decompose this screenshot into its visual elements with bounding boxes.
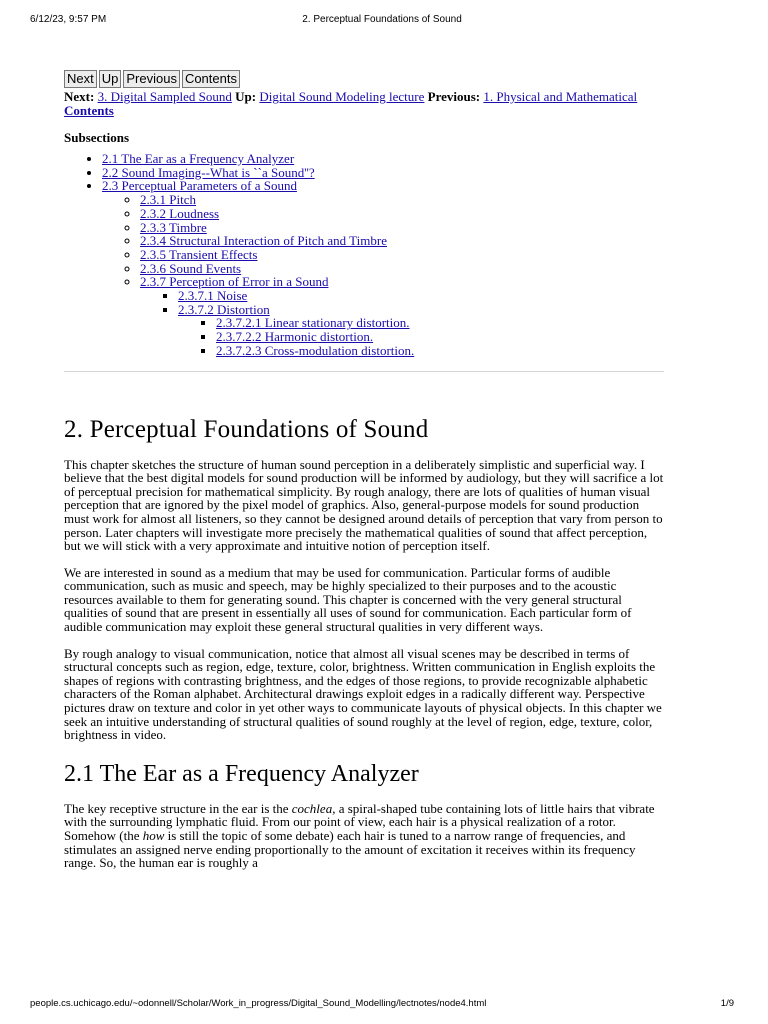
toc-link[interactable]: 2.3.7.2.1 Linear stationary distortion. [216,315,410,331]
toc-link[interactable]: 2.3.3 Timbre [140,219,207,235]
print-title: 2. Perceptual Foundations of Sound [302,14,462,25]
print-header [30,14,734,28]
emphasis-cochlea: cochlea [291,800,333,816]
paragraph: By rough analogy to visual communication, notice that almost all visual scenes may be described in terms of structural concepts such as region, edge, texture, color, brightness. Written communication in English exploits the shapes of regions with contrasting brightness, and the edges of those regions, to provide recognizable alphabetic characters of the Roman alphabet. Architectural drawings exploit edges in a radically different way. Perspective pictures draw on texture and color in yet other ways to communicate layouts of physical objects. In this chapter we seek an intuitive understanding of structural qualities of sound roughly at the level of region, edge, texture, color, brightness in video. [64,645,662,743]
print-datetime: 6/12/23, 9:57 PM [30,14,107,25]
subsections-list [64,152,664,358]
toc-item [216,316,664,330]
toc-item [140,275,664,357]
toc-link[interactable]: 2.3.7.1 Noise [178,288,248,304]
toc-item [102,166,664,180]
subsections-heading: Subsections [64,130,130,145]
next-label: Next: [64,89,95,104]
toc-link[interactable]: 2.3.7.2.3 Cross-modulation distortion. [216,342,415,358]
paragraph: We are interested in sound as a medium that may be used for communication. Particular forms of audible communication, such as music and speech, may be highly specialized to their purposes and to the acoustic resources available to them for generating sound. This chapter is concerned with the very general structural qualities of sound that are present in essentially all uses of sound for communication. Each particular form of audible communication may exploit these general structural qualities in very different ways. [64,564,632,635]
toc-sublist [178,316,664,357]
previous-label: Previous: [427,89,481,104]
up-label: Up: [235,89,257,104]
toc-item [140,248,664,262]
divider [64,371,664,372]
print-url: people.cs.uchicago.edu/~odonnell/Scholar/Work_in_progress/Digital_Sound_Modelling/lectnotes/node4.html [30,998,487,1009]
print-page-number: 1/9 [720,998,734,1009]
up-button[interactable]: Up [99,70,122,88]
contents-link[interactable]: Contents [64,103,114,118]
up-link[interactable]: Digital Sound Modeling lecture [259,89,425,104]
next-button[interactable]: Next [64,70,97,88]
previous-link[interactable]: 1. Physical and Mathematical [483,89,638,104]
toc-item [140,221,664,235]
toc-item [140,262,664,276]
navigation-buttons [64,70,664,88]
paragraph [64,802,664,870]
toc-item [140,207,664,221]
paragraph: This chapter sketches the structure of human sound perception in a deliberately simplistic and superficial way. I believe that the best digital models for sound production will be informed by audiology, but they will sacrifice a lot of perceptual precision for mathematical simplicity. By rough analogy, there are lots of qualities of human visual perception that are ignored by the pixel model of graphics. Also, general-purpose models for sound production must work for almost all listeners, so they cannot be designed around details of perception that vary from person to person. Later chapters will investigate more precisely the mathematical qualities of sound that affect perception, but we will stick with a very approximate and intuitive notion of perception itself. [64,456,664,554]
toc-sublist [140,289,664,358]
toc-link[interactable]: 2.1 The Ear as a Frequency Analyzer [102,151,295,166]
print-footer [30,998,734,1012]
toc-sublist [102,193,664,357]
toc-link[interactable]: 2.3.1 Pitch [140,192,196,208]
navigation-links [64,90,664,118]
emphasis-how: how [142,828,165,844]
toc-link[interactable]: 2.3.5 Transient Effects [140,246,258,262]
toc-link[interactable]: 2.3.4 Structural Interaction of Pitch and Timbre [140,233,387,249]
contents-button[interactable]: Contents [182,70,240,88]
toc-link[interactable]: 2.3.6 Sound Events [140,260,242,276]
toc-item [178,289,664,303]
toc-item [178,303,664,358]
toc-item [140,234,664,248]
paragraph-text: , a spiral-shaped tube containing lots of little hairs that vibrate with the surrounding lymphatic fluid. From our point of view, each hair is a physical realization of a rotor. Somehow (the [64,800,655,844]
toc-item [216,330,664,344]
previous-button[interactable]: Previous [123,70,180,88]
section-title: 2.1 The Ear as a Frequency Analyzer [64,760,419,787]
paragraph-text: The key receptive structure in the ear is the [64,800,292,816]
toc-link[interactable]: 2.2 Sound Imaging--What is ``a Sound''? [102,164,315,180]
toc-link[interactable]: 2.3.7.2.2 Harmonic distortion. [216,329,374,345]
toc-item [140,193,664,207]
toc-item [102,152,664,166]
toc-link[interactable]: 2.3.2 Loudness [140,205,220,221]
page-title: 2. Perceptual Foundations of Sound [64,415,429,443]
paragraph-text: is still the topic of some debate) each hair is tuned to a narrow range of frequencies, and stimulates an assigned nerve ending proportionally to the amount of excitation it receives within its frequency range. So, the human ear is roughly a [64,828,636,871]
toc-link[interactable]: 2.3.7.2 Distortion [178,301,270,317]
toc-item [216,344,664,358]
toc-link[interactable]: 2.3 Perceptual Parameters of a Sound [102,178,297,194]
page-content [64,70,664,870]
toc-link[interactable]: 2.3.7 Perception of Error in a Sound [140,274,329,290]
toc-item [102,179,664,357]
next-link[interactable]: 3. Digital Sampled Sound [97,89,232,104]
